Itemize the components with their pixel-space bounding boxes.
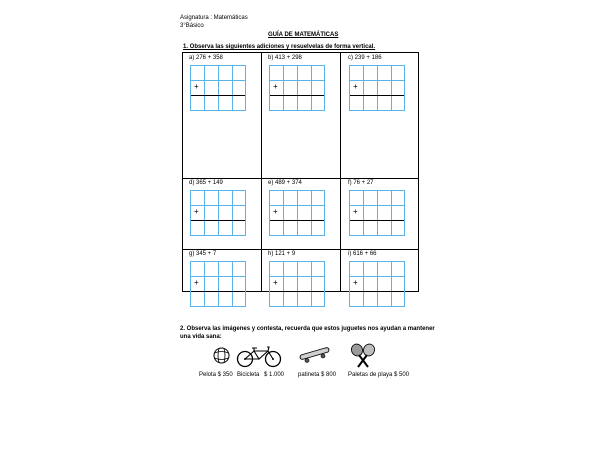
answer-grid [269, 65, 325, 111]
paddles-icon [349, 343, 377, 369]
plus-sign: + [353, 82, 358, 91]
answer-grid [269, 190, 325, 236]
exercise-label: b) 413 + 298 [268, 55, 302, 61]
toy-caption: Bicicleta [237, 372, 260, 378]
grid-line [391, 66, 392, 110]
grid-line [218, 66, 219, 110]
grid-line [191, 276, 245, 277]
exercise-cell [182, 177, 260, 237]
grid-line [283, 191, 284, 235]
plus-sign: + [273, 207, 278, 216]
exercise-cell [261, 52, 339, 112]
grid-line [232, 66, 233, 110]
grid-line [377, 66, 378, 110]
page-title: GUÍA DE MATEMÁTICAS [268, 32, 339, 38]
plus-sign: + [273, 82, 278, 91]
section2-instruction-line1: 2. Observa las imágenes y contesta, recuerda que estos juguetes nos ayudan a mantener [180, 326, 435, 332]
exercise-label: i) 616 + 66 [348, 251, 377, 257]
grid-line [391, 191, 392, 235]
plus-sign: + [194, 207, 199, 216]
toy-caption: patineta $ 800 [298, 372, 337, 378]
sum-line [350, 95, 404, 96]
exercise-cell [341, 177, 419, 237]
grid-line [311, 262, 312, 306]
answer-grid [190, 190, 246, 236]
sum-line [270, 291, 324, 292]
grid-line [270, 276, 324, 277]
answer-grid [190, 261, 246, 307]
exercise-label: c) 239 + 186 [348, 55, 382, 61]
grid-line [232, 262, 233, 306]
exercise-label: e) 489 + 374 [268, 180, 302, 186]
exercise-label: f) 76 + 27 [348, 180, 374, 186]
answer-grid [269, 261, 325, 307]
toy-caption: $ 1.000 [264, 372, 285, 378]
grid-line [363, 66, 364, 110]
ball-icon [213, 347, 230, 364]
grid-line [191, 80, 245, 81]
exercise-label: a) 276 + 358 [189, 55, 223, 61]
section2-instruction-line2: una vida sana: [180, 334, 222, 340]
grid-line [270, 80, 324, 81]
grid-line [311, 191, 312, 235]
grid-line [297, 262, 298, 306]
sum-line [350, 291, 404, 292]
exercise-cell [341, 248, 419, 308]
plus-sign: + [353, 278, 358, 287]
grid-line [363, 191, 364, 235]
grid-line [350, 80, 404, 81]
plus-sign: + [273, 278, 278, 287]
grid-line [363, 262, 364, 306]
grid-line [297, 66, 298, 110]
grid-line [350, 205, 404, 206]
plus-sign: + [194, 278, 199, 287]
answer-grid [349, 261, 405, 307]
grid-line [204, 66, 205, 110]
exercise-cell [182, 52, 260, 112]
plus-sign: + [194, 82, 199, 91]
exercise-label: h) 121 + 9 [268, 251, 296, 257]
grid-line [377, 191, 378, 235]
sum-line [191, 220, 245, 221]
grid-line [283, 262, 284, 306]
grid-line [204, 191, 205, 235]
grid-line [297, 191, 298, 235]
grid-line [377, 262, 378, 306]
grid-line [204, 262, 205, 306]
subject-line: Asignatura : Matemáticas [180, 15, 248, 21]
sum-line [270, 220, 324, 221]
grid-line [270, 205, 324, 206]
plus-sign: + [353, 207, 358, 216]
grid-line [218, 262, 219, 306]
sum-line [270, 95, 324, 96]
exercise-label: g) 345 + 7 [189, 251, 217, 257]
answer-grid [349, 65, 405, 111]
exercise-cell [341, 52, 419, 112]
grade-line: 3°Básico [180, 23, 204, 29]
section1-instruction: 1. Observa las siguientes adiciones y resuelvelas de forma vertical. [183, 44, 376, 50]
grid-line [218, 191, 219, 235]
toy-caption: Pelota $ 350 [199, 372, 233, 378]
sum-line [191, 95, 245, 96]
skateboard-icon [298, 346, 330, 364]
exercise-cell [261, 248, 339, 308]
exercise-cell [182, 248, 260, 308]
grid-line [283, 66, 284, 110]
answer-grid [349, 190, 405, 236]
sum-line [350, 220, 404, 221]
grid-line [391, 262, 392, 306]
bicycle-icon [236, 344, 282, 368]
grid-line [191, 205, 245, 206]
toy-caption: Paletas de playa $ 500 [348, 372, 410, 378]
exercise-label: d) 365 + 149 [189, 180, 223, 186]
sum-line [191, 291, 245, 292]
grid-line [350, 276, 404, 277]
answer-grid [190, 65, 246, 111]
grid-line [311, 66, 312, 110]
grid-line [232, 191, 233, 235]
exercise-cell [261, 177, 339, 237]
